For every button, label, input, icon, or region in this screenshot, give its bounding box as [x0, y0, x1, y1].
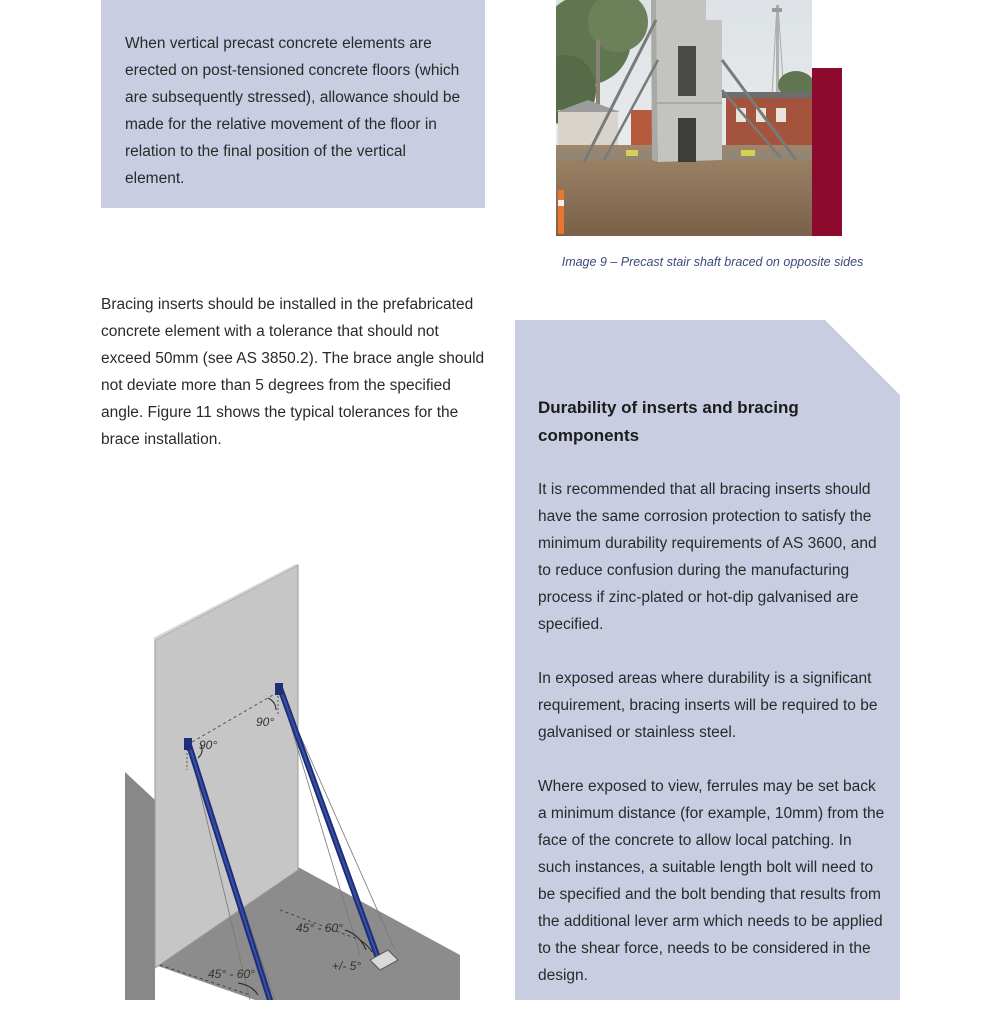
- panel-body: [538, 476, 888, 1016]
- left-paragraph-text: Bracing inserts should be installed in the prefabricated concrete element with a tolerance that should not exceed 50mm (see AS 3850.2). The brace angle should not deviate more than 5 degrees from the specified angle. Figure 11 shows the typical tolerances for the brace installation.: [101, 296, 485, 448]
- label-tolerance: +/- 5°: [332, 959, 362, 973]
- panel-title: Durability of inserts and bracing components: [538, 398, 799, 445]
- bracket-right-top: [275, 683, 283, 695]
- panel-paragraph: In exposed areas where durability is a significant requirement, bracing inserts will be required to be galvanised or stainless steel.: [538, 670, 878, 741]
- stair-shaft-photo: [556, 0, 812, 236]
- bracing-inserts-paragraph: [101, 291, 491, 453]
- callout-post-tensioned: [101, 0, 485, 208]
- panel-paragraph: Where exposed to view, ferrules may be set back a minimum distance (for example, 10mm) from the face of the concrete to allow local patching. In such instances, a suitable length bolt will need to be specified and the bolt bending that results from the additional lever arm which needs to be applied to the shear force, needs to be considered in the design.: [538, 778, 885, 984]
- bracket-left-top: [184, 738, 192, 750]
- label-angle-range-left: 45° - 60°: [208, 967, 255, 981]
- label-angle-range-right: 45° - 60°: [296, 921, 343, 935]
- durability-panel: [515, 320, 900, 1000]
- bracing-figure: [0, 540, 500, 1000]
- slab-left: [125, 772, 155, 1000]
- photo-figure: [556, 0, 842, 236]
- callout-text: When vertical precast concrete elements are erected on post-tensioned concrete floors (which are subsequently stressed), allowance should be made for the relative movement of the floor in relation to the final position of the vertical element.: [125, 35, 461, 187]
- label-angle-left-top: 90°: [199, 738, 218, 752]
- panel-paragraph: It is recommended that all bracing inserts should have the same corrosion protection to satisfy the minimum durability requirements of AS 3600, and to reduce confusion during the manufacturing process if zinc-plated or hot-dip galvanised are specified.: [538, 481, 877, 633]
- photo-caption: Image 9 – Precast stair shaft braced on opposite sides: [561, 255, 864, 269]
- label-angle-right-top: 90°: [256, 715, 275, 729]
- red-accent-bar: [812, 68, 842, 236]
